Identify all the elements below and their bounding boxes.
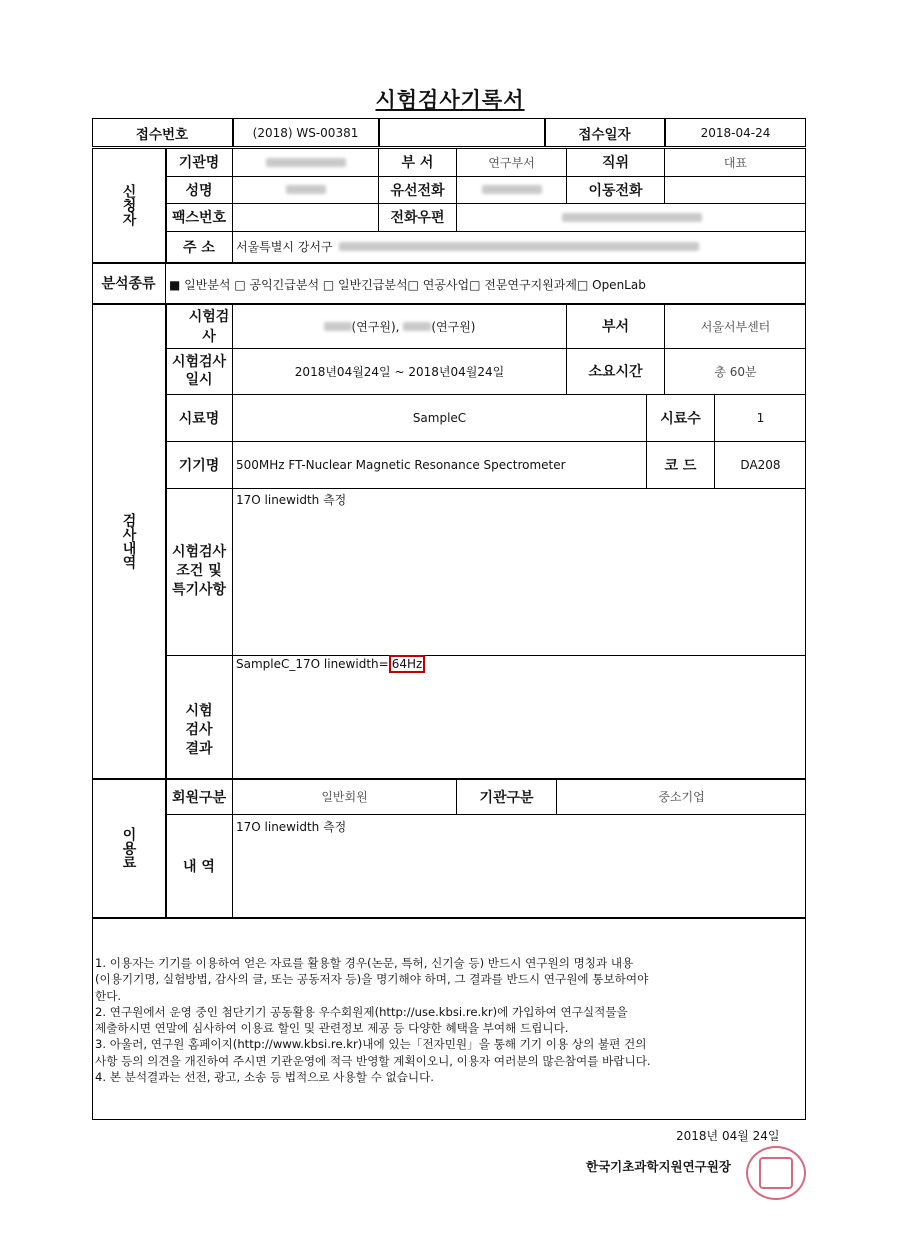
inspection-dept-value: 서울서부센터 xyxy=(700,319,771,334)
receipt-no-value: (2018) WS-00381 xyxy=(252,125,359,140)
note-line: 제출하시면 연말에 심사하여 이용료 할인 및 관련정보 제공 등 다양한 혜택을 부여해 드립니다. xyxy=(95,1021,569,1036)
note-line: 사항 등의 의견을 개진하여 주시면 기관운영에 적극 반영할 계획이오니, 이용자 여러분의 많은참여를 바랍니다. xyxy=(95,1053,651,1068)
inspection-section-label: 검사내역 xyxy=(120,513,137,569)
duration-value: 총 60분 xyxy=(714,364,757,379)
notes-block xyxy=(95,955,801,1085)
member-value: 일반회원 xyxy=(321,790,368,804)
receipt-date-label: 접수일자 xyxy=(578,126,631,143)
details-label: 내 역 xyxy=(183,859,215,875)
org-type-value: 중소기업 xyxy=(658,790,705,804)
org-value-redacted xyxy=(233,148,378,176)
datetime-label: 시험검사 일시 xyxy=(171,354,227,388)
note-line: 3. 아울러, 연구원 홈페이지(http://www.kbsi.re.kr)내에 있는「전자민원」을 통해 기기 이용 상의 불편 건의 xyxy=(95,1037,647,1052)
note-line: 4. 본 분석결과는 선전, 광고, 소송 등 법적으로 사용할 수 없습니다. xyxy=(95,1070,434,1085)
email-label: 전화우편 xyxy=(390,210,445,226)
phone-label: 유선전화 xyxy=(390,182,445,199)
tester-a: (연구원), xyxy=(351,319,400,334)
result-prefix: SampleC_17O linewidth= xyxy=(236,657,389,671)
fax-label: 팩스번호 xyxy=(171,210,227,226)
duration-label: 소요시간 xyxy=(588,364,643,380)
name-value-redacted xyxy=(233,176,378,203)
sample-label: 시료명 xyxy=(178,410,220,427)
name-label: 성명 xyxy=(185,182,213,199)
dept-label: 부 서 xyxy=(401,155,434,171)
result-value xyxy=(236,657,425,671)
address-label: 주 소 xyxy=(183,239,215,256)
member-label: 회원구분 xyxy=(171,789,227,806)
conditions-label: 시험검사 조건 및 특기사항 xyxy=(171,544,227,598)
instrument-value: 500MHz FT-Nuclear Magnetic Resonance Spectrometer xyxy=(236,457,566,472)
sample-count-value: 1 xyxy=(756,410,765,425)
position-value: 대표 xyxy=(723,155,748,170)
note-line: 2. 연구원에서 운영 중인 첨단기기 공동활용 우수회원제(http://use.kbsi.re.kr)에 가입하여 연구실적물을 xyxy=(95,1004,628,1019)
tester-label: 시험검사 xyxy=(188,309,230,345)
footer-signer: 한국기초과학지원연구원장 xyxy=(586,1159,731,1174)
fee-section-label: 이용료 xyxy=(120,827,137,869)
org-label: 기관명 xyxy=(178,155,220,171)
dept-value: 연구부서 xyxy=(488,155,535,170)
position-label: 직위 xyxy=(601,155,630,171)
org-type-label: 기관구분 xyxy=(479,789,534,806)
instrument-label: 기기명 xyxy=(178,457,220,474)
page-title: 시험검사기록서 xyxy=(375,88,525,112)
phone-value-redacted xyxy=(457,176,566,203)
analysis-type-label: 분석종류 xyxy=(101,276,156,292)
datetime-value: 2018년04월24일 ~ 2018년04월24일 xyxy=(294,364,505,379)
note-line: (이용기기명, 실험방법, 감사의 글, 또는 공동저자 등)을 명기해야 하며, 그 결과를 반드시 연구원에 통보하여야 xyxy=(95,972,649,987)
address-text: 서울특별시 강서구 xyxy=(236,240,333,254)
inspection-dept-label: 부서 xyxy=(601,319,630,335)
receipt-no-label: 접수번호 xyxy=(135,126,189,143)
tester-b: (연구원) xyxy=(431,319,476,334)
address-value xyxy=(236,231,802,262)
mobile-label: 이동전화 xyxy=(588,182,643,199)
code-value: DA208 xyxy=(740,457,781,472)
details-value: 17O linewidth 측정 xyxy=(236,820,347,834)
email-value-redacted xyxy=(457,203,806,231)
receipt-date-value: 2018-04-24 xyxy=(700,125,771,140)
sample-count-label: 시료수 xyxy=(660,410,701,427)
result-highlight: 64Hz xyxy=(389,655,426,673)
note-line: 한다. xyxy=(95,988,122,1003)
tester-value xyxy=(233,304,566,348)
official-seal xyxy=(746,1146,806,1200)
conditions-value: 17O linewidth 측정 xyxy=(236,493,347,507)
result-label: 시험 검사 결과 xyxy=(185,702,213,757)
analysis-type-options: ■ 일반분석 □ 공익긴급분석 □ 일반긴급분석□ 연공사업□ 전문연구지원과제□ OpenLab xyxy=(169,278,646,292)
code-label: 코 드 xyxy=(664,457,697,474)
applicant-section-label: 신청자 xyxy=(120,184,137,226)
footer-date: 2018년 04월 24일 xyxy=(676,1129,780,1143)
note-line: 1. 이용자는 기기를 이용하여 얻은 자료를 활용할 경우(논문, 특허, 신기술 등) 반드시 연구원의 명칭과 내용 xyxy=(95,956,634,970)
sample-value: SampleC xyxy=(412,410,467,425)
